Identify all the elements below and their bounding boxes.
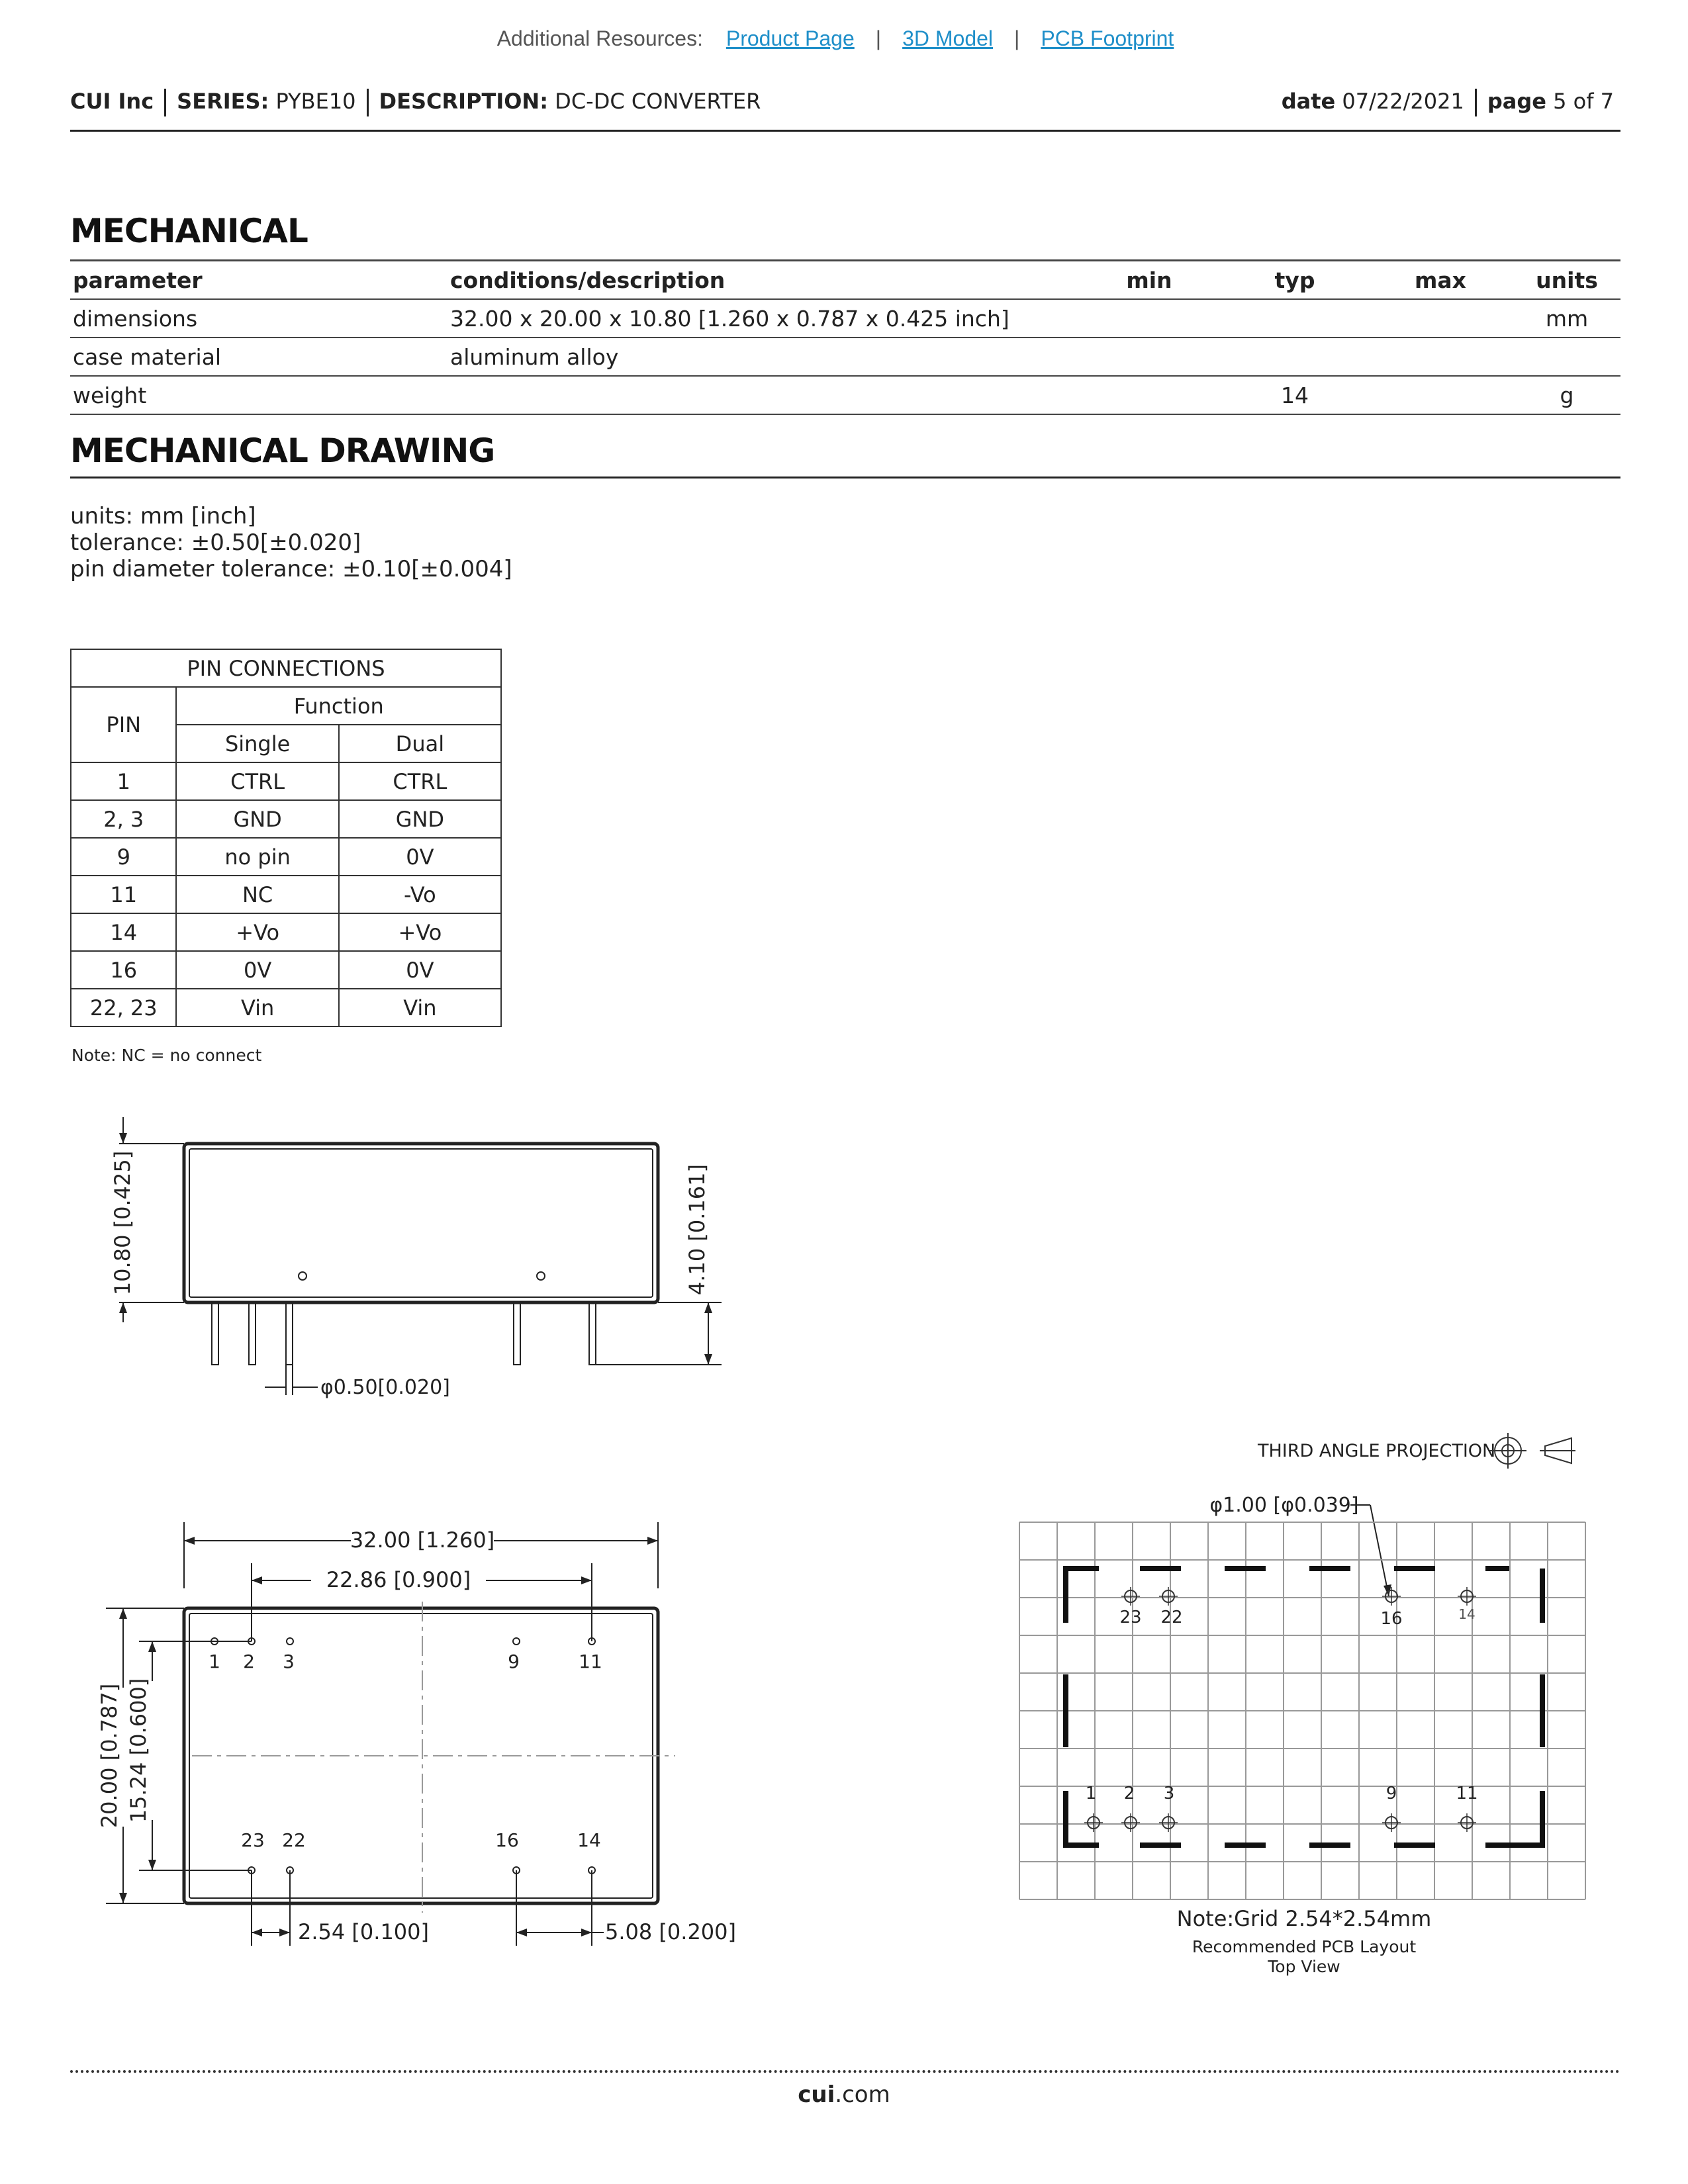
pin-label: 22 <box>282 1829 306 1851</box>
bottom-view-drawing <box>99 1502 735 1959</box>
pin-label: 23 <box>241 1829 265 1851</box>
col-conditions: conditions/description <box>447 261 1076 300</box>
pcb-holes <box>1084 1587 1476 1832</box>
pin-label: 1 <box>209 1651 220 1672</box>
cell-typ <box>1222 338 1368 376</box>
pcb-pin-label: 2 <box>1123 1784 1135 1803</box>
cell-typ: 14 <box>1222 376 1368 414</box>
col-units: units <box>1513 261 1620 300</box>
module-body-inner <box>189 1149 653 1297</box>
cell-conditions: aluminum alloy <box>447 338 1076 376</box>
divider <box>164 89 166 116</box>
drawing-notes <box>70 503 512 582</box>
pin-cell: 2, 3 <box>71 800 176 838</box>
col-typ: typ <box>1222 261 1368 300</box>
pin-tolerance-note: pin diameter tolerance: ±0.10[±0.004] <box>70 556 512 582</box>
table-row <box>71 876 501 913</box>
function-header: Function <box>176 687 501 725</box>
pcb-pin-label: 16 <box>1380 1609 1403 1629</box>
pin-cell: 16 <box>71 951 176 989</box>
pin-label: 3 <box>283 1651 295 1672</box>
pins-side <box>212 1302 596 1365</box>
description-label: DESCRIPTION: <box>379 89 548 114</box>
table-row <box>71 838 501 876</box>
dual-cell: 0V <box>339 838 501 876</box>
pcb-caption-view: Top View <box>1268 1957 1340 1976</box>
pin-label: 9 <box>508 1651 520 1672</box>
page-header <box>70 87 1620 132</box>
pcb-pin-label: 3 <box>1163 1784 1175 1803</box>
resources-label: Additional Resources: <box>496 26 703 50</box>
cell-min <box>1076 299 1222 338</box>
table-row <box>71 800 501 838</box>
height-label: 10.80 [0.425] <box>110 1150 135 1296</box>
pin-table-title-row <box>71 649 501 687</box>
pin-connections-table <box>70 649 502 1027</box>
cell-max <box>1368 376 1513 414</box>
pcb-pin-label: 1 <box>1085 1784 1097 1803</box>
row-span-label: 15.24 [0.600] <box>126 1678 151 1823</box>
table-row <box>70 338 1620 376</box>
pcb-caption: Recommended PCB Layout <box>1192 1937 1417 1956</box>
table-row <box>71 762 501 800</box>
pin-cell: 14 <box>71 913 176 951</box>
col-max: max <box>1368 261 1513 300</box>
cell-parameter: case material <box>70 338 447 376</box>
pin-label: 11 <box>579 1651 602 1672</box>
cell-units: g <box>1513 376 1620 414</box>
table-row <box>71 951 501 989</box>
table-row <box>71 913 501 951</box>
pin-diameter-label: φ0.50[0.020] <box>320 1376 450 1399</box>
pin-marker <box>537 1272 545 1280</box>
pcb-footprint-link[interactable]: PCB Footprint <box>1041 26 1174 50</box>
pin-length-label: 4.10 [0.161] <box>684 1164 710 1295</box>
cell-typ <box>1222 299 1368 338</box>
pcb-pin-label: 23 <box>1119 1608 1142 1627</box>
page-label: page <box>1487 89 1546 114</box>
mechanical-title: MECHANICAL <box>70 212 308 250</box>
cell-min <box>1076 338 1222 376</box>
pin-marker <box>299 1272 306 1280</box>
pin-label: 16 <box>495 1829 519 1851</box>
pin-cell: 22, 23 <box>71 989 176 1026</box>
dual-cell: +Vo <box>339 913 501 951</box>
cell-parameter: weight <box>70 376 447 414</box>
width-label: 32.00 [1.260] <box>350 1527 495 1553</box>
table-header-row <box>70 261 1620 300</box>
single-cell: GND <box>176 800 338 838</box>
col-parameter: parameter <box>70 261 447 300</box>
pin-cell: 1 <box>71 762 176 800</box>
grid-note: Note:Grid 2.54*2.54mm <box>1176 1906 1432 1931</box>
cell-conditions <box>447 376 1076 414</box>
tolerance-note: tolerance: ±0.50[±0.020] <box>70 529 361 556</box>
pin-length-dimension <box>596 1302 722 1365</box>
series-value: PYBE10 <box>275 89 356 114</box>
pcb-pin-label: 11 <box>1456 1784 1478 1803</box>
dual-cell: CTRL <box>339 762 501 800</box>
header-left <box>70 89 761 116</box>
date-value: 07/22/2021 <box>1342 89 1464 114</box>
divider <box>367 89 369 116</box>
pin-cell: 11 <box>71 876 176 913</box>
additional-resources <box>0 26 1688 51</box>
table-row <box>71 989 501 1026</box>
section-rule <box>70 477 1620 478</box>
footer-rule <box>70 2070 1620 2073</box>
cell-units: mm <box>1513 299 1620 338</box>
third-angle-projection <box>1258 1426 1589 1473</box>
separator: | <box>1014 26 1020 50</box>
single-cell: no pin <box>176 838 338 876</box>
dual-cell: GND <box>339 800 501 838</box>
nc-note: Note: NC = no connect <box>71 1046 262 1065</box>
projection-label: THIRD ANGLE PROJECTION <box>1258 1441 1496 1461</box>
pin-table-header-row <box>71 687 501 725</box>
table-row <box>70 376 1620 414</box>
pin-label: 14 <box>577 1829 601 1851</box>
cell-max <box>1368 338 1513 376</box>
footer-brand-rest: .com <box>835 2081 890 2108</box>
pin-cell: 9 <box>71 838 176 876</box>
pin-diameter-dimension <box>265 1365 318 1395</box>
single-cell: CTRL <box>176 762 338 800</box>
pcb-layout-drawing <box>1013 1482 1589 1999</box>
single-cell: +Vo <box>176 913 338 951</box>
pcb-pin-label: 9 <box>1385 1784 1397 1803</box>
mechanical-drawing-title: MECHANICAL DRAWING <box>70 432 495 470</box>
module-body-side <box>184 1144 658 1302</box>
cell-max <box>1368 299 1513 338</box>
side-view-drawing <box>99 1112 735 1416</box>
date-label: date <box>1281 89 1336 114</box>
pin-span-label: 22.86 [0.900] <box>326 1567 471 1592</box>
pitch-label: 2.54 [0.100] <box>298 1919 429 1944</box>
mechanical-table <box>70 259 1620 415</box>
footer-brand-bold: cui <box>798 2081 835 2108</box>
units-note: units: mm [inch] <box>70 503 256 529</box>
separator: | <box>875 26 882 50</box>
hole-dim-label: φ1.00 [φ0.039] <box>1209 1494 1359 1517</box>
pin-label: 2 <box>243 1651 255 1672</box>
hole-leader <box>1370 1505 1389 1596</box>
dual-cell: 0V <box>339 951 501 989</box>
cell-parameter: dimensions <box>70 299 447 338</box>
single-cell: 0V <box>176 951 338 989</box>
pitch2-label: 5.08 [0.200] <box>605 1919 736 1944</box>
dual-cell: -Vo <box>339 876 501 913</box>
table-row <box>70 299 1620 338</box>
product-page-link[interactable]: Product Page <box>726 26 855 50</box>
dual-cell: Vin <box>339 989 501 1026</box>
height-label: 20.00 [0.787] <box>97 1683 122 1829</box>
pin-header: PIN <box>71 687 176 762</box>
pin-table-title: PIN CONNECTIONS <box>71 649 501 687</box>
single-cell: NC <box>176 876 338 913</box>
footer <box>0 2081 1688 2108</box>
cell-conditions: 32.00 x 20.00 x 10.80 [1.260 x 0.787 x 0.425 inch] <box>447 299 1076 338</box>
cell-min <box>1076 376 1222 414</box>
single-header: Single <box>176 725 338 762</box>
3d-model-link[interactable]: 3D Model <box>902 26 994 50</box>
cell-units <box>1513 338 1620 376</box>
header-right <box>1282 89 1614 116</box>
company-name: CUI Inc <box>70 89 154 114</box>
pcb-pin-label: 22 <box>1160 1608 1183 1627</box>
dual-header: Dual <box>339 725 501 762</box>
description-value: DC-DC CONVERTER <box>555 89 761 114</box>
single-cell: Vin <box>176 989 338 1026</box>
col-min: min <box>1076 261 1222 300</box>
projection-symbol-icon <box>1489 1433 1575 1469</box>
series-label: SERIES: <box>177 89 269 114</box>
divider <box>1475 89 1477 116</box>
pcb-pin-label: 14 <box>1458 1606 1476 1622</box>
page-value: 5 of 7 <box>1553 89 1614 114</box>
